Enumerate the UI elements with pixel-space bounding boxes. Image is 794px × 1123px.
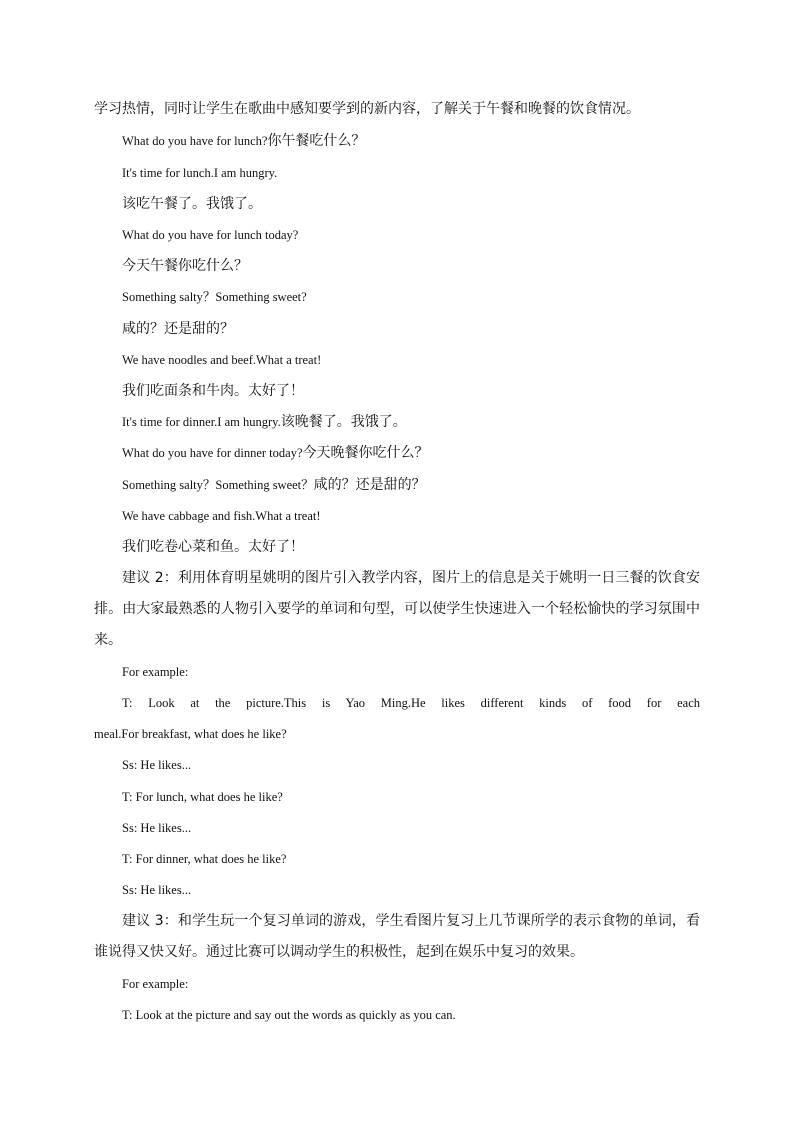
song-line-1-en: What do you have for lunch? xyxy=(122,134,268,148)
song-line-6: Something salty？Something sweet? xyxy=(122,290,307,304)
song-line-7: 咸的？还是甜的？ xyxy=(122,321,234,337)
song-line-13: We have cabbage and fish.What a treat! xyxy=(122,509,321,523)
song-line-10-cn: 该晚餐了。我饿了。 xyxy=(280,414,407,430)
suggestion-2-teacher-line-2: T: For lunch, what does he like? xyxy=(122,790,283,804)
song-line-14: 我们吃卷心菜和鱼。太好了！ xyxy=(122,539,304,555)
suggestion-2-teacher-line-1a: T: Look at the picture.This is Yao Ming.He likes different kinds of food for each xyxy=(122,696,700,710)
suggestion-3-teacher-line-1: T: Look at the picture and say out the words as quickly as you can. xyxy=(122,1008,456,1022)
intro-line: 学习热情，同时让学生在歌曲中感知要学到的新内容，了解关于午餐和晚餐的饮食情况。 xyxy=(94,101,640,117)
song-line-1-cn: 你午餐吃什么？ xyxy=(267,133,366,149)
song-line-4: What do you have for lunch today? xyxy=(122,228,299,242)
song-line-11 xyxy=(122,443,429,463)
song-line-9: 我们吃面条和牛肉。太好了！ xyxy=(122,383,304,399)
suggestion-2-students-line-1: Ss: He likes... xyxy=(122,758,192,772)
suggestion-2-line-1: 建议 2：利用体育明星姚明的图片引入教学内容，图片上的信息是关于姚明一日三餐的饮食安 xyxy=(122,570,700,586)
song-line-5: 今天午餐你吃什么？ xyxy=(122,258,248,274)
suggestion-2-for-example: For example: xyxy=(122,665,189,679)
song-line-10-en: It's time for dinner.I am hungry. xyxy=(122,415,281,429)
suggestion-3-line-2: 谁说得又快又好。通过比赛可以调动学生的积极性，起到在娱乐中复习的效果。 xyxy=(94,944,584,960)
song-line-12-cn: 咸的？还是甜的？ xyxy=(313,477,426,493)
song-line-10 xyxy=(122,412,407,432)
song-line-12-en: Something salty？Something sweet？ xyxy=(122,478,314,492)
song-line-3: 该吃午餐了。我饿了。 xyxy=(122,196,262,212)
suggestion-3-for-example: For example: xyxy=(122,977,189,991)
suggestion-3-line-1: 建议 3：和学生玩一个复习单词的游戏，学生看图片复习上几节课所学的表示食物的单词，看 xyxy=(122,913,700,929)
suggestion-2-teacher-line-1b: meal.For breakfast, what does he like? xyxy=(94,727,287,741)
song-line-12 xyxy=(122,475,426,495)
song-line-11-cn: 今天晚餐你吃什么？ xyxy=(302,445,429,461)
suggestion-2-teacher-line-3: T: For dinner, what does he like? xyxy=(122,852,287,866)
suggestion-2-students-line-3: Ss: He likes... xyxy=(122,883,192,897)
song-line-8: We have noodles and beef.What a treat! xyxy=(122,353,322,367)
suggestion-2-students-line-2: Ss: He likes... xyxy=(122,821,192,835)
song-line-2: It's time for lunch.I am hungry. xyxy=(122,166,278,180)
song-line-11-en: What do you have for dinner today? xyxy=(122,446,303,460)
suggestion-2-line-2: 排。由大家最熟悉的人物引入要学的单词和句型，可以使学生快速进入一个轻松愉快的学习氛围中 xyxy=(94,601,700,617)
song-line-1 xyxy=(122,131,365,151)
suggestion-2-line-3: 来。 xyxy=(94,632,122,648)
